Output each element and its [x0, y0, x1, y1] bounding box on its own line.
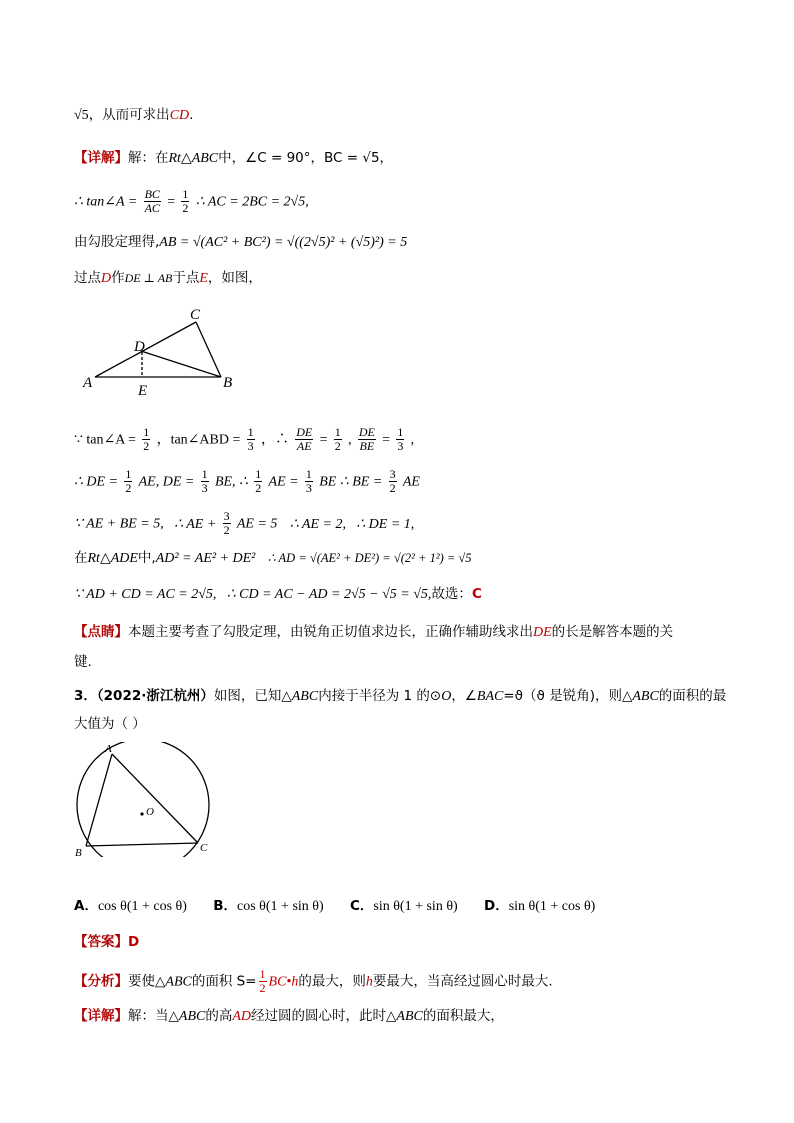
label-O: O [146, 806, 154, 818]
circle-O [77, 742, 209, 857]
analysis-tag: 【分析】 [74, 973, 128, 990]
label-A: A [105, 743, 112, 755]
text-line-4: 由勾股定理得,AB = √(AC² + BC²) = √((2√5)² + (√5)²) = 5 [74, 234, 408, 250]
text-line-1: √5，从而可求出CD. [74, 107, 194, 123]
label-A: A [83, 375, 93, 391]
text-line-3: ∴ tan∠A = $\frac{BC}{AC}$ = $\frac{1}{2}$ ∴ AC = 2BC = 2√5, [74, 187, 309, 215]
text-line-8: ∵ AE + BE = 5, ∴ AE + $\frac{3}{2}$ AE = 5 ∴ AE = 2, ∴ DE = 1, [74, 509, 415, 537]
detail-2-line: 【详解】解：当△ABC的高AD经过圆的圆心时，此时△ABC的面积最大， [74, 1008, 504, 1024]
question-3-line-2: 大值为（ ） [74, 716, 146, 732]
label-B: B [75, 847, 82, 857]
option-d[interactable]: D．sin θ(1 + cos θ) [483, 898, 596, 914]
text-line-6: ∵ tan∠A = $\frac{1}{2}$ ，tan∠ABD = $\frac{1}{3}$ ，∴ $\frac{DE}{AE}$ = $\frac{1}{2}$ , $\frac{DE}{BE}$ = $\frac{1}{3}$ , [74, 425, 415, 453]
circle-figure [74, 742, 214, 857]
side-AC [95, 322, 196, 377]
answer-line [74, 932, 139, 952]
fraction: $\frac{BC}{AC}$ [144, 187, 160, 215]
text-line-2: 【详解】解：在Rt△ABC中，∠C = 90°，BC = √5， [74, 150, 394, 166]
options-row [74, 896, 617, 917]
side-BC [86, 843, 198, 846]
segment-BD [141, 351, 221, 377]
detail-tag: 【详解】 [74, 150, 128, 166]
tip-tag: 【点睛】 [74, 624, 128, 640]
question-3-line-1: 3．（2022·浙江杭州）如图，已知△ABC内接于半径为 1 的⊙O，∠BAC=ϑ（ϑ 是锐角)，则△ABC的面积的最 [74, 688, 727, 704]
text-line-5: 过点D作DE ⊥ AB于点E，如图， [74, 270, 262, 286]
text-line-9: 在Rt△ADE中,AD² = AE² + DE² ∴ AD = √(AE² + DE²) = √(2² + 1²) = √5 [74, 550, 472, 566]
option-a[interactable]: A．cos θ(1 + cos θ) [74, 898, 187, 914]
text-line-7: ∴ DE = $\frac{1}{2}$ AE, DE = $\frac{1}{3}$ BE, ∴ $\frac{1}{2}$ AE = $\frac{1}{3}$ BE ∴ BE = $\frac{3}{2}$ AE [74, 467, 420, 495]
label-C: C [200, 842, 208, 854]
center-point [140, 812, 143, 815]
text-line-11: 【点睛】本题主要考查了勾股定理，由锐角正切值求边长，正确作辅助线求出DE的长是解答本题的关 [74, 624, 674, 640]
side-AC [112, 754, 198, 843]
analysis-line: 【分析】要使△ABC的面积 S= $\frac{1}{2}$ BC•h的最大，则h要最大，当高经过圆心时最大. [74, 967, 553, 995]
triangle-figure [80, 305, 240, 400]
label-E: E [138, 383, 148, 399]
text-line-10: ∵ AD + CD = AC = 2√5, ∴ CD = AC − AD = 2√5 − √5 = √5,故选：C [74, 586, 482, 602]
label-D: D [134, 339, 145, 355]
option-b[interactable]: B．cos θ(1 + sin θ) [213, 898, 324, 914]
text-line-12: 键. [74, 654, 92, 670]
fraction: $\frac{1}{2}$ [182, 187, 189, 215]
answer-value: D [128, 934, 140, 950]
answer-tag: 【答案】 [74, 934, 128, 950]
detail-tag-2: 【详解】 [74, 1008, 128, 1024]
sqrt5: √5 [74, 108, 89, 123]
label-C: C [190, 307, 201, 323]
side-CB [196, 322, 221, 377]
option-c[interactable]: C．sin θ(1 + sin θ) [349, 898, 458, 914]
side-AB [86, 754, 112, 846]
label-B: B [223, 375, 233, 391]
